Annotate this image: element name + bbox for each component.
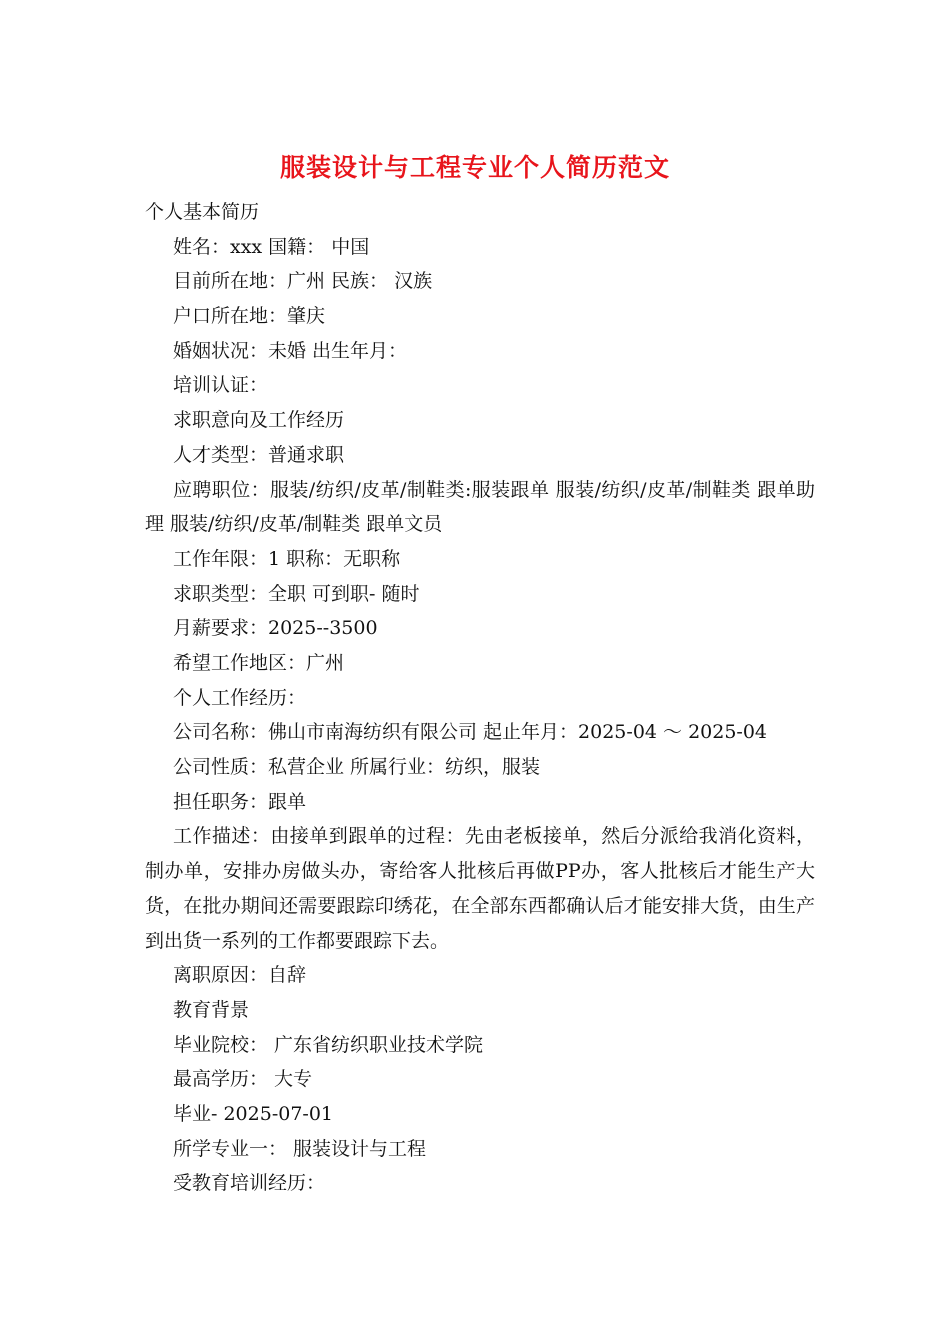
text-line-job-type: 求职类型：全职 可到职- 随时 (173, 582, 420, 605)
text-line-school: 毕业院校： 广东省纺织职业技术学院 (173, 1033, 484, 1056)
section-heading-education: 教育背景 (173, 998, 250, 1021)
document-body (145, 195, 815, 1201)
text-line-household: 户口所在地：肇庆 (173, 305, 326, 328)
text-line-location-ethnicity: 目前所在地：广州 民族： 汉族 (173, 270, 433, 293)
text-line-talent-type: 人才类型：普通求职 (173, 443, 345, 466)
text-line-company-nature: 公司性质：私营企业 所属行业：纺织，服装 (173, 756, 541, 779)
text-line-work-years: 工作年限：1 职称：无职称 (173, 547, 401, 570)
text-line-major: 所学专业一： 服装设计与工程 (173, 1137, 427, 1160)
text-line-leaving-reason: 离职原因：自辞 (173, 964, 307, 987)
text-line-name-nationality: 姓名：xxx 国籍： 中国 (173, 235, 370, 258)
text-line-position: 担任职务：跟单 (173, 790, 307, 813)
text-line-certification: 培训认证： (173, 374, 269, 397)
document-title: 服装设计与工程专业个人简历范文 (279, 153, 670, 182)
text-line-salary: 月薪要求：2025--3500 (173, 617, 378, 640)
section-heading-job-intention: 求职意向及工作经历 (173, 409, 345, 432)
text-line-training: 受教育培训经历： (173, 1172, 326, 1195)
paragraph-applied-position: 应聘职位：服装/纺织/皮革/制鞋类:服装跟单 服装/纺织/皮革/制鞋类 跟单助理 服装/纺织/皮革/制鞋类 跟单文员 (145, 478, 815, 536)
paragraph-job-description: 工作描述：由接单到跟单的过程：先由老板接单，然后分派给我消化资料，制办单，安排办房做头办，寄给客人批核后再做PP办，客人批核后才能生产大货，在批办期间还需要跟踪印绣花，在全部东西都确认后才能安排大货，由生产到出货一系列的工作都要跟踪下去。 (145, 825, 815, 952)
text-line-company-name: 公司名称：佛山市南海纺织有限公司 起止年月：2025-04 ～ 2025-04 (173, 721, 768, 744)
text-line-work-region: 希望工作地区：广州 (173, 651, 345, 674)
text-line-marital-birth: 婚姻状况：未婚 出生年月： (173, 339, 408, 362)
text-line-graduation: 毕业- 2025-07-01 (173, 1102, 334, 1125)
section-heading-basic-info: 个人基本简历 (145, 201, 260, 223)
section-heading-work-experience: 个人工作经历： (173, 686, 307, 709)
text-line-degree: 最高学历： 大专 (173, 1068, 313, 1091)
